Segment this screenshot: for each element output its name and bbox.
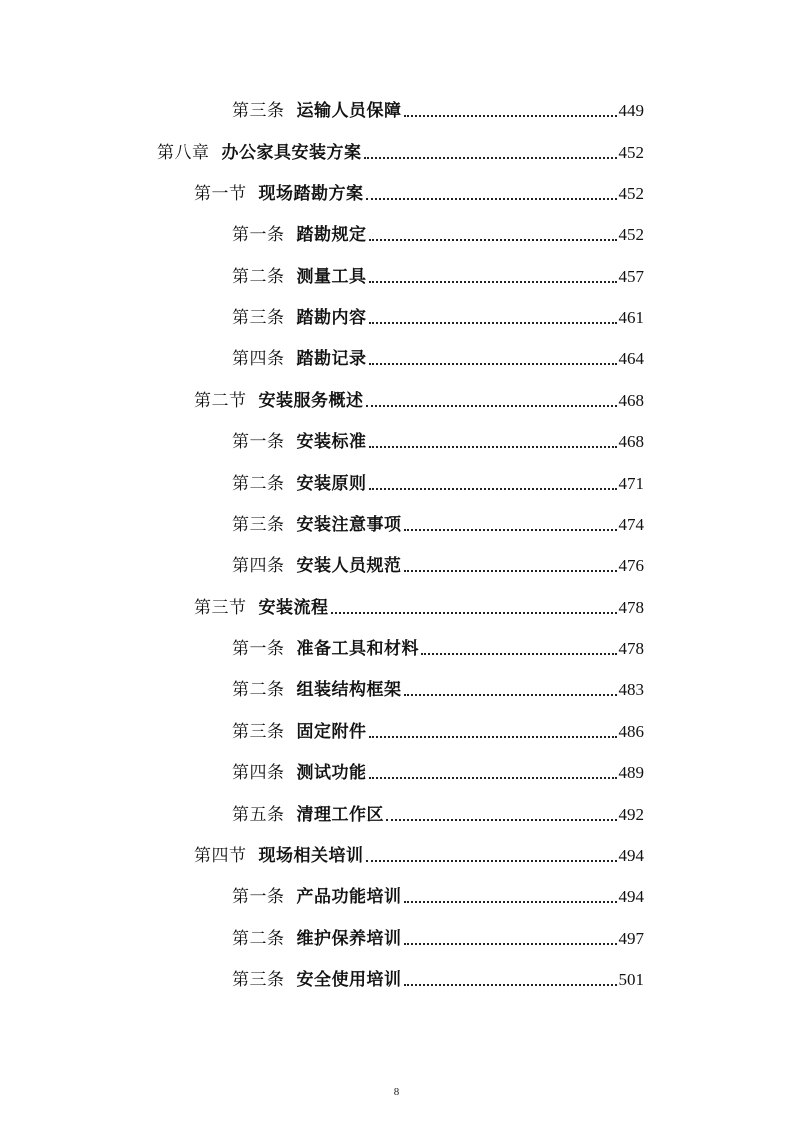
toc-entry-page: 461 <box>618 308 644 327</box>
toc-entry-number: 第三条 <box>232 308 285 328</box>
toc-entry-title: 办公家具安装方案 <box>221 143 362 163</box>
dot-leader <box>404 969 617 991</box>
toc-entry-number: 第八章 <box>157 143 210 163</box>
dot-leader <box>369 224 617 246</box>
toc-entry-page: 486 <box>618 722 644 741</box>
toc-entry-page: 452 <box>618 143 644 162</box>
dot-leader <box>369 266 617 288</box>
toc-entry-number: 第四条 <box>232 349 285 369</box>
dot-leader <box>369 307 617 329</box>
toc-entry-title: 固定附件 <box>296 722 367 742</box>
toc-entry[interactable] <box>232 677 644 701</box>
toc-entry-page: 501 <box>618 970 644 989</box>
toc-entry-title: 安装原则 <box>296 474 367 494</box>
toc-entry-title: 踏勘记录 <box>296 349 367 369</box>
toc-entry-title: 运输人员保障 <box>296 101 402 121</box>
toc-entry-title: 清理工作区 <box>296 805 384 825</box>
toc-entry-page: 494 <box>618 887 644 906</box>
toc-entry[interactable] <box>232 264 644 288</box>
toc-entry-title: 安装流程 <box>258 598 329 618</box>
toc-entry[interactable] <box>232 719 644 743</box>
toc-entry[interactable] <box>194 595 644 619</box>
toc-entry-number: 第三条 <box>232 970 285 990</box>
toc-entry[interactable] <box>232 512 644 536</box>
toc-entry-title: 准备工具和材料 <box>296 639 419 659</box>
toc-entry[interactable] <box>232 98 644 122</box>
toc-entry[interactable] <box>232 884 644 908</box>
toc-entry-title: 安全使用培训 <box>296 970 402 990</box>
toc-entry[interactable] <box>232 346 644 370</box>
toc-entry-page: 483 <box>618 680 644 699</box>
dot-leader <box>369 762 617 784</box>
toc-entry-page: 494 <box>618 846 644 865</box>
toc-entry-number: 第二条 <box>232 929 285 949</box>
toc-entry-page: 457 <box>618 267 644 286</box>
toc-entry-title: 组装结构框架 <box>296 680 402 700</box>
toc-entry-number: 第一条 <box>232 432 285 452</box>
toc-entry[interactable] <box>232 222 644 246</box>
toc-entry-title: 踏勘规定 <box>296 225 367 245</box>
toc-entry-page: 468 <box>618 391 644 410</box>
dot-leader <box>386 804 617 826</box>
dot-leader <box>366 390 617 412</box>
toc-entry-page: 492 <box>618 805 644 824</box>
toc-entry-title: 测试功能 <box>296 763 367 783</box>
toc-entry-number: 第二条 <box>232 267 285 287</box>
dot-leader <box>369 473 617 495</box>
toc-entry-page: 471 <box>618 474 644 493</box>
dot-leader <box>369 348 617 370</box>
toc-entry[interactable] <box>232 636 644 660</box>
toc-entry-title: 现场踏勘方案 <box>258 184 364 204</box>
toc-entry-number: 第一条 <box>232 887 285 907</box>
toc-entry-title: 安装服务概述 <box>258 391 364 411</box>
toc-entry[interactable] <box>232 305 644 329</box>
toc-entry-page: 478 <box>618 598 644 617</box>
toc-entry-number: 第四节 <box>194 846 247 866</box>
toc-entry[interactable] <box>157 140 644 164</box>
dot-leader <box>421 638 617 660</box>
toc-entry-page: 452 <box>618 184 644 203</box>
toc-entry-number: 第一条 <box>232 639 285 659</box>
toc-entry-title: 现场相关培训 <box>258 846 364 866</box>
toc-entry-title: 安装标准 <box>296 432 367 452</box>
dot-leader <box>331 597 617 619</box>
toc-entry-title: 测量工具 <box>296 267 367 287</box>
toc-entry[interactable] <box>194 181 644 205</box>
toc-entry-page: 452 <box>618 225 644 244</box>
toc-entry[interactable] <box>194 388 644 412</box>
toc-entry[interactable] <box>232 429 644 453</box>
dot-leader <box>364 142 617 164</box>
toc-entry-number: 第一节 <box>194 184 247 204</box>
toc-entry-number: 第二条 <box>232 474 285 494</box>
toc-entry-page: 497 <box>618 929 644 948</box>
toc-entry[interactable] <box>232 802 644 826</box>
toc-entry-title: 维护保养培训 <box>296 929 402 949</box>
toc-entry[interactable] <box>232 471 644 495</box>
toc-entry-number: 第五条 <box>232 805 285 825</box>
dot-leader <box>404 514 617 536</box>
dot-leader <box>366 845 617 867</box>
toc-entry[interactable] <box>232 553 644 577</box>
dot-leader <box>404 100 617 122</box>
toc-entry-page: 468 <box>618 432 644 451</box>
toc-entry-page: 449 <box>618 101 644 120</box>
dot-leader <box>369 721 617 743</box>
toc-entry-title: 安装人员规范 <box>296 556 402 576</box>
dot-leader <box>404 555 617 577</box>
dot-leader <box>369 431 617 453</box>
toc-entry-number: 第四条 <box>232 763 285 783</box>
dot-leader <box>366 183 617 205</box>
toc-entry-page: 489 <box>618 763 644 782</box>
toc-entry-title: 踏勘内容 <box>296 308 367 328</box>
toc-entry-title: 安装注意事项 <box>296 515 402 535</box>
toc-entry-page: 476 <box>618 556 644 575</box>
toc-entry-page: 464 <box>618 349 644 368</box>
dot-leader <box>404 886 617 908</box>
toc-entry[interactable] <box>194 843 644 867</box>
toc-entry-page: 474 <box>618 515 644 534</box>
toc-entry-number: 第三条 <box>232 515 285 535</box>
dot-leader <box>404 679 617 701</box>
dot-leader <box>404 928 617 950</box>
toc-entry-number: 第三条 <box>232 722 285 742</box>
page-number: 8 <box>393 1086 400 1098</box>
toc-entry-number: 第二节 <box>194 391 247 411</box>
toc-entry-number: 第三条 <box>232 101 285 121</box>
toc-entry[interactable] <box>232 760 644 784</box>
toc-entry-title: 产品功能培训 <box>296 887 402 907</box>
toc-entry-number: 第三节 <box>194 598 247 618</box>
toc-entry[interactable] <box>232 967 644 991</box>
toc-entry-page: 478 <box>618 639 644 658</box>
toc-entry[interactable] <box>232 926 644 950</box>
toc-entry-number: 第一条 <box>232 225 285 245</box>
toc-entry-number: 第四条 <box>232 556 285 576</box>
toc-entry-number: 第二条 <box>232 680 285 700</box>
